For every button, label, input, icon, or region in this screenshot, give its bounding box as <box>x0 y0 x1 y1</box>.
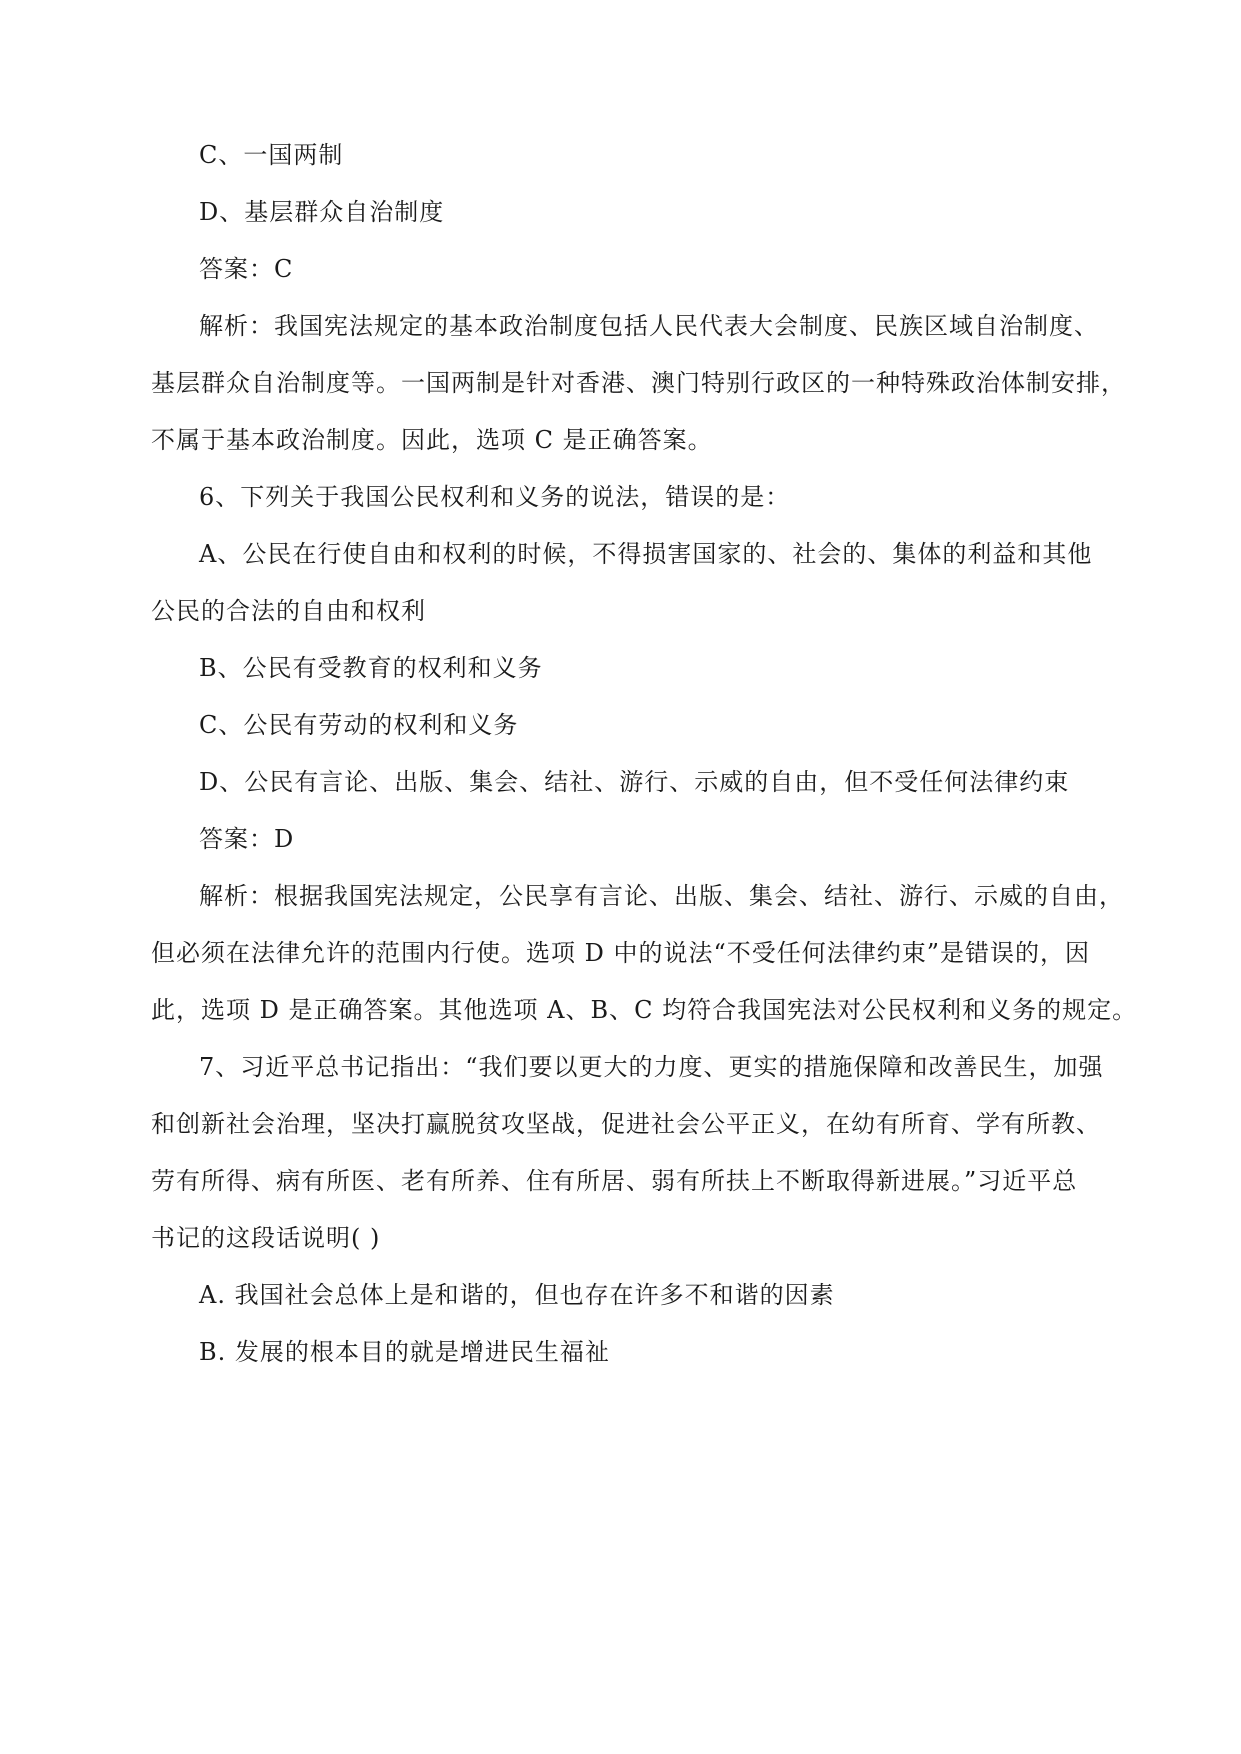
q6-option-b-line: B、公民有受教育的权利和义务 <box>199 654 543 682</box>
question-7-line-4: 书记的这段话说明( ) <box>151 1224 381 1252</box>
analysis-line-3: 不属于基本政治制度。因此，选项 C 是正确答案。 <box>151 426 713 454</box>
q6-option-a-line-1: A、公民在行使自由和权利的时候，不得损害国家的、社会的、集体的利益和其他 <box>199 540 1093 568</box>
q6-analysis-line-1: 解析：根据我国宪法规定，公民享有言论、出版、集会、结社、游行、示威的自由， <box>199 882 1124 910</box>
option-d-line: D、基层群众自治制度 <box>199 198 445 226</box>
question-7-line-1: 7、习近平总书记指出：“我们要以更大的力度、更实的措施保障和改善民生，加强 <box>199 1053 1104 1081</box>
q7-option-a-line: A. 我国社会总体上是和谐的，但也存在许多不和谐的因素 <box>199 1281 835 1309</box>
q7-option-b-line: B. 发展的根本目的就是增进民生福祉 <box>199 1338 610 1366</box>
analysis-line-1: 解析：我国宪法规定的基本政治制度包括人民代表大会制度、民族区域自治制度、 <box>199 312 1099 340</box>
analysis-line-2: 基层群众自治制度等。一国两制是针对香港、澳门特别行政区的一种特殊政治体制安排， <box>151 369 1126 397</box>
answer-line: 答案：C <box>199 255 294 283</box>
question-7-line-3: 劳有所得、病有所医、老有所养、住有所居、弱有所扶上不断取得新进展。”习近平总 <box>151 1167 1078 1195</box>
question-7-line-2: 和创新社会治理，坚决打赢脱贫攻坚战，促进社会公平正义，在幼有所育、学有所教、 <box>151 1110 1101 1138</box>
question-6-line: 6、下列关于我国公民权利和义务的说法，错误的是： <box>199 483 791 511</box>
q6-option-c-line: C、公民有劳动的权利和义务 <box>199 711 519 739</box>
option-c-line: C、一国两制 <box>199 141 344 169</box>
q6-option-a-line-2: 公民的合法的自由和权利 <box>151 597 426 625</box>
q6-answer-line: 答案：D <box>199 825 295 853</box>
q6-analysis-line-2: 但必须在法律允许的范围内行使。选项 D 中的说法“不受任何法律约束”是错误的，因 <box>151 939 1091 967</box>
q6-analysis-line-3: 此，选项 D 是正确答案。其他选项 A、B、C 均符合我国宪法对公民权利和义务的规定。 <box>151 996 1138 1024</box>
q6-option-d-line: D、公民有言论、出版、集会、结社、游行、示威的自由，但不受任何法律约束 <box>199 768 1070 796</box>
